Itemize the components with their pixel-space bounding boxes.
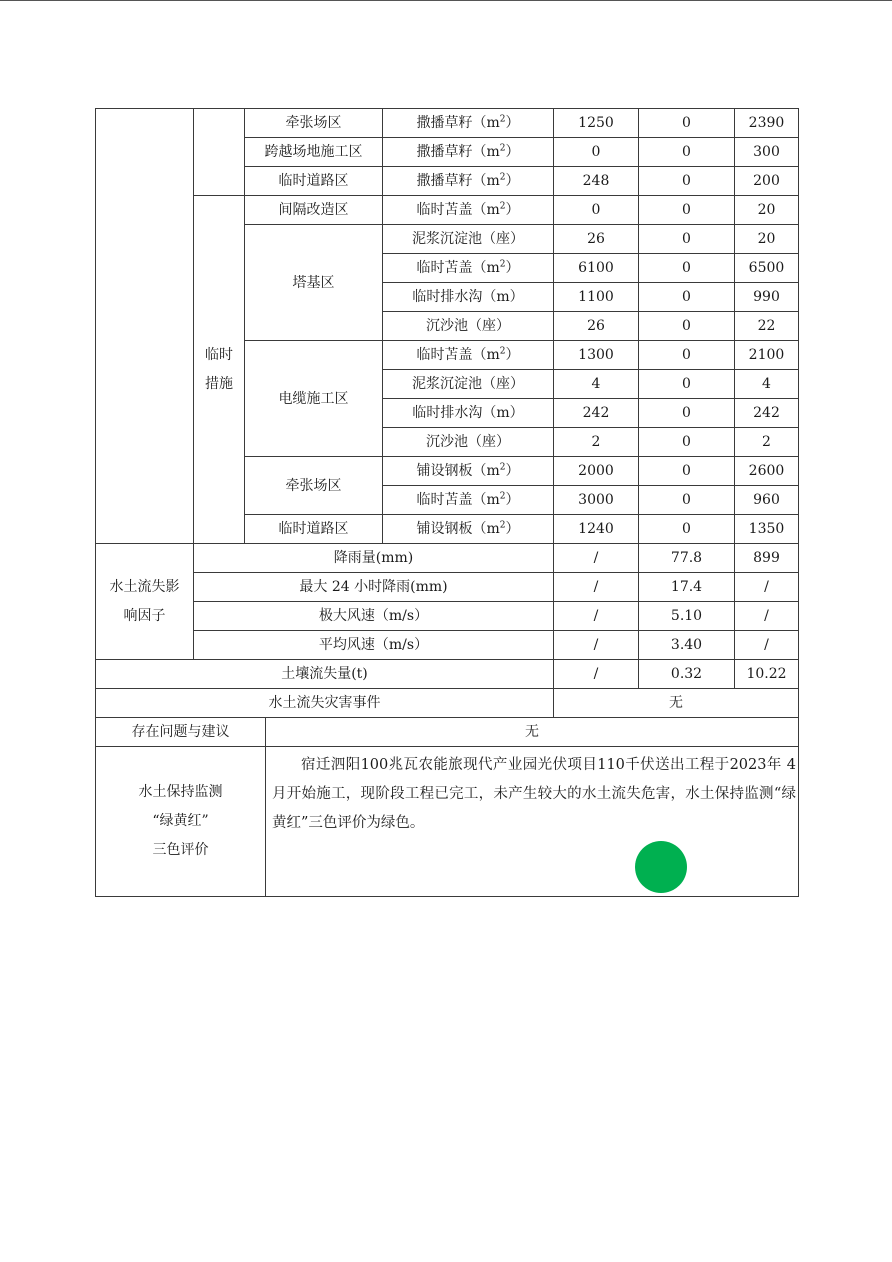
factor-name: 降雨量(mm): [194, 544, 554, 573]
monitoring-table: [95, 108, 799, 897]
table-row: [96, 660, 799, 689]
value-cell: 242: [735, 399, 799, 428]
value-cell: 3000: [554, 486, 639, 515]
measure-cell: 撒播草籽$(m^2)$: [383, 138, 554, 167]
measure-cell: 临时苫盖$(m^2)$: [383, 254, 554, 283]
value-cell: 0: [554, 196, 639, 225]
issues-label: 存在问题与建议: [96, 718, 266, 747]
value-cell: 960: [735, 486, 799, 515]
value-cell: 2100: [735, 341, 799, 370]
value-cell: 2: [735, 428, 799, 457]
value-cell: 0: [639, 225, 735, 254]
value-cell: 248: [554, 167, 639, 196]
value-cell: 0: [554, 138, 639, 167]
measure-cell: 撒播草籽$(m^2)$: [383, 109, 554, 138]
blank-subcategory-cell: [194, 109, 245, 196]
table-row: [96, 689, 799, 718]
value-cell: 1350: [735, 515, 799, 544]
value-cell: 0: [639, 283, 735, 312]
measure-cell: 临时苫盖$(m^2)$: [383, 196, 554, 225]
disaster-value: 无: [554, 689, 799, 718]
value-cell: /: [735, 602, 799, 631]
value-cell: 1300: [554, 341, 639, 370]
measure-cell: 沉沙池（座）: [383, 312, 554, 341]
evaluation-label: 水土保持监测 “绿黄红” 三色评价: [96, 747, 266, 897]
value-cell: 0: [639, 138, 735, 167]
value-cell: 26: [554, 312, 639, 341]
value-cell: 300: [735, 138, 799, 167]
value-cell: /: [554, 660, 639, 689]
value-cell: 200: [735, 167, 799, 196]
value-cell: 1250: [554, 109, 639, 138]
value-cell: 10.22: [735, 660, 799, 689]
blank-category-cell: [96, 109, 194, 544]
value-cell: /: [554, 544, 639, 573]
measure-cell: 泥浆沉淀池（座）: [383, 370, 554, 399]
value-cell: 1100: [554, 283, 639, 312]
page-top-rule: [0, 0, 892, 1]
value-cell: 17.4: [639, 573, 735, 602]
area-cell: 塔基区: [245, 225, 383, 341]
factor-name: 平均风速（m/s）: [194, 631, 554, 660]
value-cell: 0: [639, 196, 735, 225]
value-cell: 22: [735, 312, 799, 341]
value-cell: /: [554, 602, 639, 631]
measure-cell: 临时苫盖$(m^2)$: [383, 341, 554, 370]
value-cell: 2600: [735, 457, 799, 486]
temporary-measures-label: 临时 措施: [194, 196, 245, 544]
table-row: [96, 631, 799, 660]
value-cell: 0: [639, 457, 735, 486]
value-cell: /: [735, 573, 799, 602]
erosion-factor-label: 水土流失影 响因子: [96, 544, 194, 660]
value-cell: 0: [639, 370, 735, 399]
value-cell: 242: [554, 399, 639, 428]
value-cell: /: [735, 631, 799, 660]
value-cell: 2390: [735, 109, 799, 138]
table-row: [96, 747, 799, 897]
value-cell: 0: [639, 167, 735, 196]
area-cell: 电缆施工区: [245, 341, 383, 457]
table-row: [96, 544, 799, 573]
area-cell: 临时道路区: [245, 167, 383, 196]
value-cell: /: [554, 573, 639, 602]
value-cell: 0: [639, 428, 735, 457]
value-cell: 3.40: [639, 631, 735, 660]
value-cell: 2000: [554, 457, 639, 486]
issues-value: 无: [266, 718, 799, 747]
evaluation-text: 宿迁泗阳100兆瓦农能旅现代产业园光伏项目110千伏送出工程于2023年 4 月开始施工，现阶段工程已完工，未产生较大的水土流失危害，水土保持监测“绿黄红”三色评价为绿色。: [272, 757, 796, 831]
measure-cell: 临时排水沟（m）: [383, 399, 554, 428]
value-cell: 0: [639, 109, 735, 138]
measure-cell: 临时排水沟（m）: [383, 283, 554, 312]
value-cell: 4: [554, 370, 639, 399]
value-cell: 0.32: [639, 660, 735, 689]
disaster-label: 水土流失灾害事件: [96, 689, 554, 718]
table-row: [96, 602, 799, 631]
value-cell: 26: [554, 225, 639, 254]
area-cell: 牵张场区: [245, 457, 383, 515]
value-cell: 20: [735, 225, 799, 254]
value-cell: 6500: [735, 254, 799, 283]
area-cell: 牵张场区: [245, 109, 383, 138]
value-cell: 6100: [554, 254, 639, 283]
value-cell: 4: [735, 370, 799, 399]
measure-cell: 铺设钢板$(m^2)$: [383, 515, 554, 544]
area-cell: 临时道路区: [245, 515, 383, 544]
factor-name: 最大 24 小时降雨(mm): [194, 573, 554, 602]
value-cell: /: [554, 631, 639, 660]
soil-loss-label: 土壤流失量(t): [96, 660, 554, 689]
value-cell: 2: [554, 428, 639, 457]
value-cell: 899: [735, 544, 799, 573]
measure-cell: 铺设钢板$(m^2)$: [383, 457, 554, 486]
value-cell: 990: [735, 283, 799, 312]
area-cell: 跨越场地施工区: [245, 138, 383, 167]
table-row: [96, 718, 799, 747]
table-row: [96, 573, 799, 602]
value-cell: 1240: [554, 515, 639, 544]
value-cell: 0: [639, 341, 735, 370]
measure-cell: 沉沙池（座）: [383, 428, 554, 457]
value-cell: 5.10: [639, 602, 735, 631]
measure-cell: 临时苫盖$(m^2)$: [383, 486, 554, 515]
factor-name: 极大风速（m/s）: [194, 602, 554, 631]
evaluation-content: [266, 747, 799, 897]
value-cell: 77.8: [639, 544, 735, 573]
green-status-indicator: [635, 841, 687, 893]
measure-cell: 撒播草籽$(m^2)$: [383, 167, 554, 196]
value-cell: 0: [639, 486, 735, 515]
value-cell: 0: [639, 515, 735, 544]
value-cell: 0: [639, 399, 735, 428]
area-cell: 间隔改造区: [245, 196, 383, 225]
table-row: [96, 109, 799, 138]
value-cell: 0: [639, 254, 735, 283]
table-row: [96, 196, 799, 225]
value-cell: 0: [639, 312, 735, 341]
measure-cell: 泥浆沉淀池（座）: [383, 225, 554, 254]
value-cell: 20: [735, 196, 799, 225]
